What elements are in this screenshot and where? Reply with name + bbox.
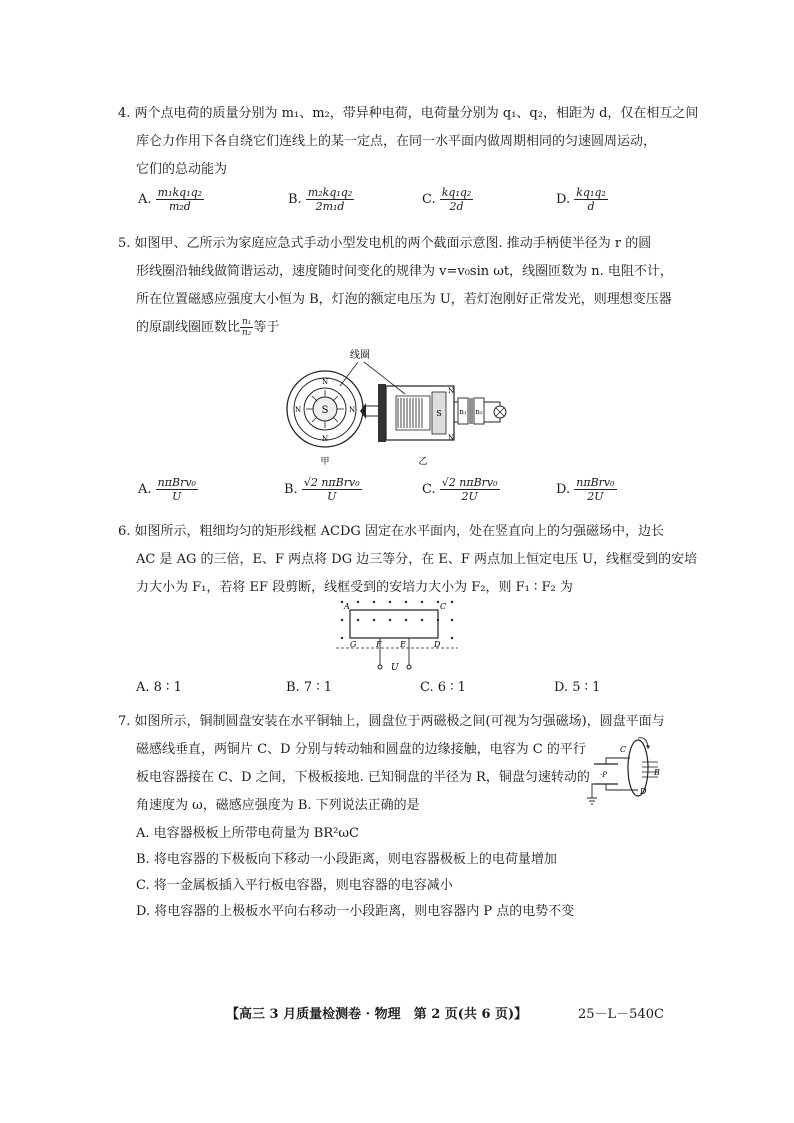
q5-fig-n1: n₁ [459, 408, 467, 416]
q5-option-d[interactable]: D. $\frac{\text{nπBrv₀}}{2U}$ [556, 476, 615, 503]
q4-line-1: 4. 两个点电荷的质量分别为 m₁、m₂，带异种电荷，电荷量分别为 q₁、q₂，相距为 d，仅在相互之间 [118, 106, 699, 121]
q6-option-a[interactable]: A. 8 ∶ 1 [136, 680, 182, 695]
q5-fig-s-yi: S [436, 409, 442, 418]
page-footer-code: 25－L－540C [578, 1007, 664, 1022]
q6-figure-frame [336, 596, 458, 676]
q5-fig-coil-label: 线圈 [350, 350, 370, 361]
q7-fig-label-c: C [620, 745, 627, 754]
q7-line-4: 角速度为 ω，磁感应强度为 B. 下列说法正确的是 [136, 798, 420, 813]
q7-option-b[interactable]: B. 将电容器的下极板向下移动一小段距离，则电容器极板上的电荷量增加 [136, 852, 557, 867]
q4-line-3: 它们的总动能为 [136, 162, 228, 177]
q7-option-a[interactable]: A. 电容器极板上所带电荷量为 BR²ωC [136, 826, 359, 841]
q5-fig-n-yi-top: N [448, 387, 455, 395]
q6-fig-label-u: U [391, 663, 399, 673]
q4-line-2: 库仑力作用下各自绕它们连线上的某一定点，在同一水平面内做周期相同的匀速圆周运动， [136, 134, 657, 149]
q7-fig-label-p: ·P [600, 771, 607, 779]
q6-fig-label-g: G [350, 640, 357, 649]
q6-option-b[interactable]: B. 7 ∶ 1 [286, 680, 333, 695]
q7-line-1: 7. 如图所示，铜制圆盘安装在水平铜轴上，圆盘位于两磁极之间(可视为匀强磁场)，圆盘平面与 [118, 714, 665, 729]
q6-fig-label-f: F [376, 640, 382, 649]
q6-option-c[interactable]: C. 6 ∶ 1 [420, 680, 466, 695]
q5-line-1: 5. 如图甲、乙所示为家庭应急式手动小型发电机的两个截面示意图. 推动手柄使半径为 r 的圆 [118, 236, 652, 251]
q7-option-c[interactable]: C. 将一金属板插入平行板电容器，则电容器的电容减小 [136, 878, 453, 893]
q7-figure-disc [586, 736, 662, 814]
q5-figure-yi [360, 384, 506, 467]
q4-option-c[interactable]: C. $\frac{\text{kq₁q₂}}{2d}$ [422, 186, 472, 213]
q7-fig-label-b: B [654, 768, 660, 777]
q5-fig-n2: n₂ [475, 408, 483, 416]
q6-fig-label-a: A [344, 602, 350, 611]
q6-fig-label-e: E [400, 640, 406, 649]
q7-line-3: 板电容器接在 C、D 之间，下极板接地. 已知铜盘的半径为 R，铜盘匀速转动的 [136, 770, 590, 785]
q7-option-d[interactable]: D. 将电容器的上极板水平向右移动一小段距离，则电容器内 P 点的电势不变 [136, 904, 575, 919]
q4-option-b[interactable]: B. $\frac{\text{m₂kq₁q₂}}{\text{2m₁d}}$ [288, 186, 353, 213]
q5-fig-n-bottom: N [321, 435, 329, 443]
q5-fig-n-left: N [294, 406, 302, 414]
q5-option-c[interactable]: C. $\frac{\text{√2 nπBrv₀}}{2U}$ [422, 476, 498, 503]
q5-option-a[interactable]: A. $\frac{\text{nπBrv₀}}{U}$ [138, 476, 196, 503]
q5-figure-generator [280, 346, 520, 468]
page-footer-title: 【高三 3 月质量检测卷 · 物理 第 2 页(共 6 页)】 [226, 1007, 528, 1022]
q6-option-d[interactable]: D. 5 ∶ 1 [554, 680, 601, 695]
q6-line-2: AC 是 AG 的三倍，E、F 两点将 DG 边三等分，在 E、F 两点加上恒定电压 U，线框受到的安培 [136, 552, 698, 567]
q6-line-3: 力大小为 F₁，若将 EF 段剪断，线框受到的安培力大小为 F₂，则 F₁ ∶ F₂ 为 [136, 580, 573, 595]
q5-line-3: 所在位置磁感应强度大小恒为 B，灯泡的额定电压为 U，若灯泡刚好正常发光，则理想变压器 [136, 292, 672, 307]
q4-option-a[interactable]: A. $\frac{\text{m₁kq₁q₂}}{\text{m₂d}}$ [138, 186, 203, 213]
q5-fig-yi-label: 乙 [418, 457, 428, 467]
q5-line-2: 形线圈沿轴线做简谐运动，速度随时间变化的规律为 v=v₀sin ωt，线圈匝数为 n. 电阻不计， [136, 264, 673, 279]
q6-line-1: 6. 如图所示，粗细均匀的矩形线框 ACDG 固定在水平面内，处在竖直向上的匀强磁场中，边长 [118, 524, 664, 539]
q5-fig-n-yi-bottom: N [448, 434, 455, 442]
q5-line-4: 的原副线圈匝数比 $\frac{\text{n₁}}{\text{n₂}}$ 等于 [136, 317, 280, 338]
q5-fig-n-top: N [321, 378, 329, 386]
q7-fig-label-d: D [640, 787, 647, 796]
q4-option-d[interactable]: D. $\frac{\text{kq₁q₂}}{d}$ [556, 186, 606, 213]
q5-fig-jia-label: 甲 [320, 457, 330, 467]
q5-fig-s-center: S [321, 405, 329, 416]
q5-fig-n-right: N [348, 406, 356, 414]
q6-fig-label-d: D [434, 640, 441, 649]
q7-line-2: 磁感线垂直，两铜片 C、D 分别与转动轴和圆盘的边缘接触，电容为 C 的平行 [136, 742, 586, 757]
q5-figure-jia [287, 371, 363, 467]
q6-fig-label-c: C [440, 602, 447, 611]
q5-option-b[interactable]: B. $\frac{\text{√2 nπBrv₀}}{U}$ [284, 476, 360, 503]
